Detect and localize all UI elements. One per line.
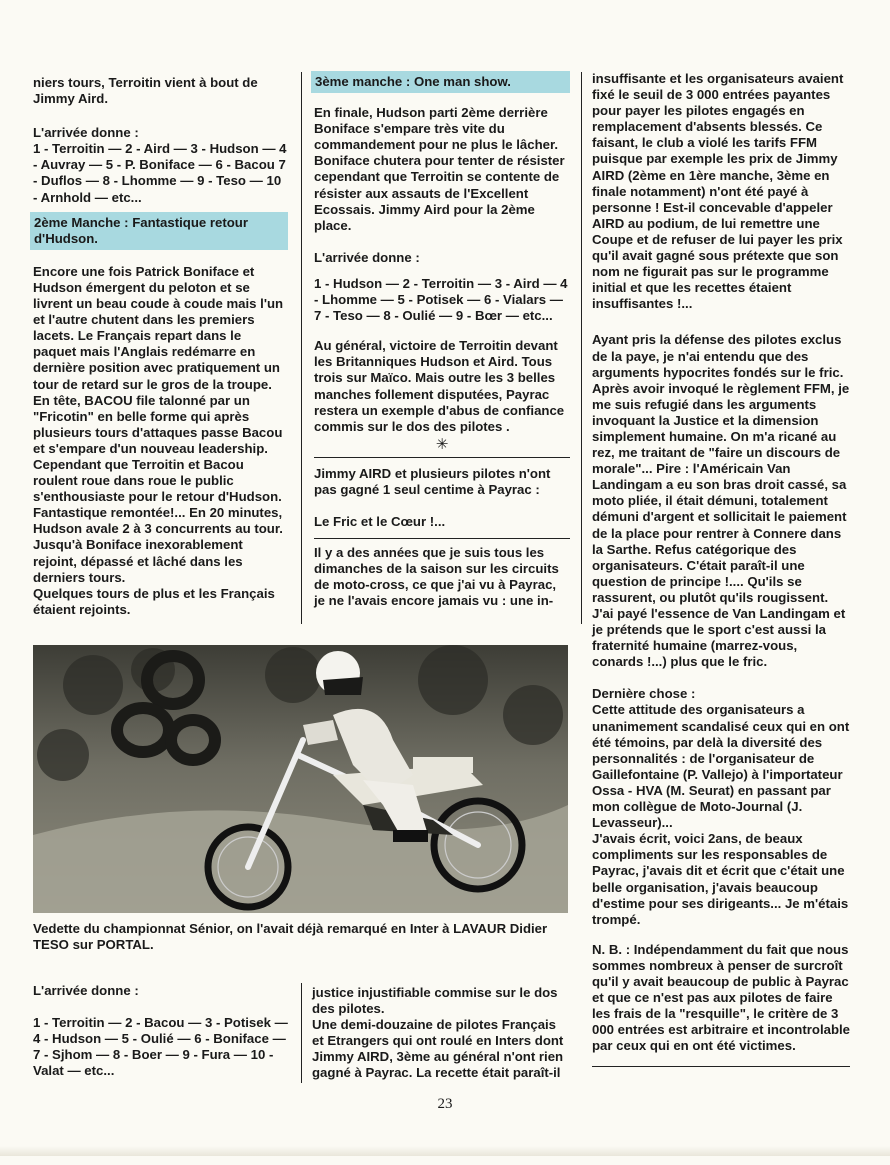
- col3-end-rule: [592, 1066, 850, 1067]
- col2-results-list: 1 - Hudson — 2 - Terroitin — 3 - Aird — 4 - Lhomme — 5 - Potisek — 6 - Vialars — 7 - Teso — 8 - Oulié — 9 - Bœr — etc...: [314, 275, 568, 324]
- col1-results-list: 1 - Terroitin — 2 - Aird — 3 - Hudson — 4 - Auvray — 5 - P. Boniface — 6 - Bacou 7 - Duflos — 8 - Lhomme — 9 - Teso — 10 - Arnhold — etc...: [33, 141, 287, 205]
- col3-closing-label: Dernière chose :: [592, 686, 696, 702]
- bottom-mid-paragraph-1: justice injustifiable commise sur le dos des pilotes.: [312, 985, 558, 1017]
- col2-section-heading: 3ème manche : One man show.: [311, 71, 570, 93]
- page-number: 23: [437, 1096, 453, 1112]
- bottom-mid-paragraph-2: Une demi-douzaine de pilotes Français et Etrangers qui ont roulé en Inters dont Jimmy AIRD, 3ème au général n'ont rien gagné à Payrac. La recette était paraît-il: [312, 1017, 564, 1081]
- col3-paragraph-2: Ayant pris la défense des pilotes exclus de la paye, je n'ai entendu que des arguments hypocrites fondés sur le fric. Après avoir invoqué le règlement FFM, je me suis refugié dans les arguments invoquant la Justice et la dimension simplement humaine. On m'a ricané au rez, me traitant de "faire un discours de morale"... Pire : l'Américain Van Landingam a eu son bras droit cassé, sa moto pliée, il était démuni, totalement démuni d'argent et sollicitait le paiement de la place pour rentrer à Connere dans la Sarthe. Refus catégorique des organisateurs. C'était paraît-il une question de principe !.... Qu'ils se rassurent, ou plutôt qu'ils rougissent. J'ai payé l'essence de Van Landingam et je prétends que le sport c'est aussi la fraternité humaine (marrez-vous, conards !...) plus que le fric.: [592, 332, 850, 670]
- col2-paragraph-1: En finale, Hudson parti 2ème derrière Boniface s'empare très vite du commandement pour ne plus le lâcher. Boniface chutera pour tenter de résister cependant que Terroitin se contente de résister aux assauts de l'Excellent Ecossais. Jimmy Aird pour la 2ème place.: [314, 105, 565, 233]
- column-divider-3: [301, 983, 302, 1083]
- col1-paragraph-1: niers tours, Terroitin vient à bout de Jimmy Aird.: [33, 75, 258, 107]
- column-3: [592, 71, 850, 1067]
- column-1: [33, 75, 288, 618]
- col3-paragraph-3: Cette attitude des organisateurs a unanimement scandalisé ceux qui en ont été témoins, par delà la diversité des personnalités : de l'organisateur de Gaillefontaine (P. Vallejo) à l'importateur Ossa - HVA (M. Seurat) en passant par mon collègue de Moto-Journal (J. Levasseur)...: [592, 702, 850, 831]
- col2-paragraph-2: Au général, victoire de Terroitin devant les Britanniques Hudson et Aird. Tous trois sur Maïco. Mais outre les 3 belles manches follement disputées, Payrac restera un exemple d'abus de confiance commis sur le dos des pilotes .: [314, 338, 565, 434]
- photo-caption: Vedette du championnat Sénior, on l'avait déjà remarqué en Inter à LAVAUR Didier TESO sur PORTAL.: [33, 921, 548, 952]
- bottom-middle-column: [312, 985, 570, 1082]
- col2-results-label: L'arrivée donne :: [314, 249, 420, 265]
- column-2: [314, 71, 570, 610]
- section-separator-star: ✳: [435, 435, 449, 453]
- column-divider-1: [301, 72, 302, 624]
- col1-paragraph-3: En tête, BACOU file talonné par un "Fricotin" en belle forme qui après plusieurs tours d'attaques passe Bacou et s'empare d'un nouveau leadership. Cependant que Terroitin et Bacou roulent roue dans roue le public s'enthousiaste pour le retour d'Hudson. Fantastique remontée!... En 20 minutes, Hudson avale 2 à 3 concurrents au tour. Jusqu'à Boniface inexorablement rejoint, dépassé et lâché dans les derniers tours.: [33, 392, 283, 585]
- col3-footnote: N. B. : Indépendamment du fait que nous sommes nombreux à penser de surcroît qu'il y avait beaucoup de public à Payrac et que ce n'est pas aux pilotes de faire les frais de la "resquille", le critère de 3 000 entrées est arbitraire et incontrolable par ceux qui en ont été victimes.: [592, 941, 850, 1054]
- col2-rule-2: [314, 538, 570, 539]
- col3-paragraph-4: J'avais écrit, voici 2ans, de beaux compliments sur les responsables de Payrac, j'avais dit et écrit que c'était une belle organisation, j'avais beaucoup d'estime pour ses dirigeants... Je m'étais trompé.: [592, 831, 849, 927]
- col1-paragraph-4: Quelques tours de plus et les Français étaient rejoints.: [33, 585, 275, 617]
- col2-rule-1: [314, 457, 570, 458]
- col2-paragraph-3: Jimmy AIRD et plusieurs pilotes n'ont pas gagné 1 seul centime à Payrac :: [314, 465, 551, 497]
- col1-results-label: L'arrivée donne :: [33, 125, 139, 141]
- bottom-results-list: 1 - Terroitin — 2 - Bacou — 3 - Potisek — 4 - Hudson — 5 - Oulié — 6 - Boniface — 7 - Sjhom — 8 - Boer — 9 - Fura — 10 - Valat — etc...: [33, 1015, 288, 1079]
- bottom-results-label: L'arrivée donne :: [33, 983, 139, 998]
- motocross-rider-illustration: [33, 645, 568, 913]
- motocross-photo: [33, 645, 568, 913]
- bottom-left-column: [33, 983, 288, 1091]
- scan-edge: [0, 1146, 890, 1156]
- col2-subheading: Le Fric et le Cœur !...: [314, 514, 446, 530]
- col2-paragraph-4: Il y a des années que je suis tous les dimanches de la saison sur les circuits de moto-cross, ce que j'ai vu à Payrac, je ne l'avais encore jamais vu : une in-: [314, 545, 559, 609]
- col1-paragraph-2: Encore une fois Patrick Boniface et Hudson émergent du peloton et se livrent un beau coude à coude mais l'un et l'autre chutent dans les premiers lacets. Le Français repart dans le paquet mais l'Anglais redémarre en dernière position avec pratiquement un tour de retard sur le gros de la troupe.: [33, 263, 284, 392]
- col1-section-heading: 2ème Manche : Fantastique retour d'Hudson.: [30, 212, 288, 250]
- col3-paragraph-1: insuffisante et les organisateurs avaient fixé le seuil de 3 000 entrées payantes pour payer les pilotes engagés en remplacement d'absents blessés. Ce faisant, le club a violé les tarifs FFM puisque par exemple les prix de Jimmy AIRD (2ème en 1ère manche, 3ème en finale notamment) n'ont été payé à personne ! Est-il concevable d'appeler AIRD au podium, de lui remettre une Coupe et de refuser de lui payer les prix qu'il avait gagné sous prétexte que son nom ne figurait pas sur le programme initial et que les recettes étaient insuffisantes !...: [592, 71, 844, 312]
- column-divider-2: [581, 72, 582, 624]
